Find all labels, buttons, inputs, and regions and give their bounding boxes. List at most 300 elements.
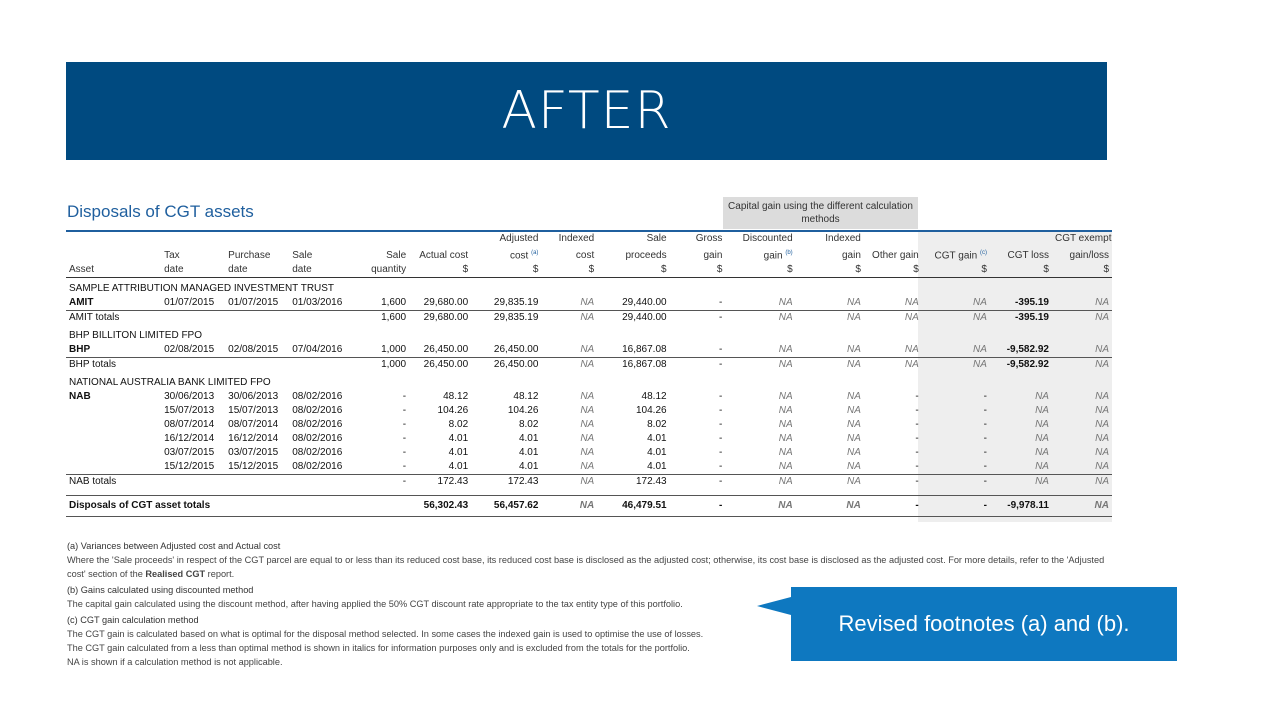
table-cell: 08/02/2016 — [292, 405, 343, 417]
footnote-b-text: The capital gain calculated using the discount method, after having applied the 50% CGT discount rate appropriate to the tax entity type of this portfolio. — [67, 599, 683, 609]
column-header-text: $ — [855, 264, 861, 276]
column-header-text: $ — [588, 264, 595, 276]
table-cell: NA — [973, 297, 987, 309]
table-cell: NA — [725, 358, 795, 373]
table-cell: - — [719, 447, 723, 459]
table-cell: 08/02/2016 — [292, 447, 343, 459]
table-cell: NA — [796, 496, 864, 517]
column-header — [796, 263, 864, 278]
table-cell: NA — [1035, 391, 1049, 403]
table-cell: NA — [846, 405, 861, 417]
table-cell: 30/06/2013 — [228, 391, 279, 403]
table-header-row — [66, 246, 1112, 263]
column-header — [353, 246, 409, 263]
table-cell: 03/07/2015 — [228, 447, 279, 459]
column-header — [409, 246, 471, 263]
grand-totals-row — [66, 496, 1112, 517]
table-cell: NA — [846, 297, 861, 309]
table-cell: 29,440.00 — [622, 297, 667, 309]
column-header — [541, 263, 597, 278]
table-cell: - — [719, 391, 723, 403]
table-cell: BHP totals — [66, 358, 161, 373]
table-cell: Disposals of CGT asset totals — [66, 496, 161, 517]
table-cell: NA — [541, 475, 597, 490]
table-cell: 29,835.19 — [471, 311, 541, 326]
table-cell: NA — [1035, 433, 1049, 445]
table-cell: NA — [580, 419, 595, 431]
table-cell: - — [922, 496, 990, 517]
table-cell: 16,867.08 — [597, 358, 669, 373]
table-cell: NA — [1035, 419, 1049, 431]
table-cell: NA — [990, 475, 1052, 490]
table-cell: 15/12/2015 — [164, 461, 215, 473]
column-header — [66, 246, 161, 263]
column-header — [922, 231, 990, 246]
table-cell: - — [983, 461, 987, 473]
table-cell: 16,867.08 — [622, 344, 667, 356]
column-header — [471, 231, 541, 246]
table-cell: 01/03/2016 — [292, 297, 343, 309]
column-header — [670, 231, 726, 246]
table-cell: NA — [1095, 297, 1109, 309]
table-cell: NA — [580, 405, 595, 417]
column-header — [66, 231, 161, 246]
table-cell — [66, 418, 161, 432]
column-header — [1052, 231, 1112, 246]
table-cell: 4.01 — [647, 433, 667, 445]
column-header — [725, 246, 795, 263]
table-cell: - — [719, 405, 723, 417]
table-cell: - — [915, 419, 919, 431]
column-header-text: gain — [703, 250, 723, 262]
footnote-ref: (a) — [531, 250, 539, 256]
table-cell: 08/07/2014 — [164, 419, 215, 431]
column-header — [225, 263, 289, 278]
calculation-methods-header: Capital gain using the different calculation methods — [723, 197, 918, 229]
table-cell: 15/07/2013 — [164, 405, 215, 417]
table-cell: NA — [904, 297, 919, 309]
column-header — [864, 263, 922, 278]
table-cell: 26,450.00 — [471, 358, 541, 373]
table-row — [66, 296, 1112, 311]
table-row — [66, 404, 1112, 418]
table-cell — [66, 404, 161, 418]
group-totals-row — [66, 311, 1112, 326]
cgt-disposals-table — [66, 230, 1112, 517]
table-cell: 56,457.62 — [471, 496, 541, 517]
table-cell — [66, 432, 161, 446]
table-cell: 56,302.43 — [409, 496, 471, 517]
table-row — [66, 460, 1112, 475]
table-cell: 03/07/2015 — [164, 447, 215, 459]
column-header-text: Actual cost — [419, 250, 469, 262]
table-cell: 29,835.19 — [493, 297, 539, 309]
slide-title: AFTER — [501, 81, 672, 141]
table-cell: NA — [725, 475, 795, 490]
column-header-text: CGT exempt — [1054, 233, 1112, 244]
column-header-text: $ — [787, 264, 793, 276]
column-header-text: Asset — [69, 264, 95, 276]
column-header — [670, 246, 726, 263]
table-cell: - — [402, 405, 407, 417]
column-header-text: date — [292, 264, 312, 276]
table-cell: NA — [1095, 405, 1109, 417]
table-cell: - — [719, 419, 723, 431]
table-row — [66, 446, 1112, 460]
table-cell: - — [915, 405, 919, 417]
table-cell: NA — [541, 496, 597, 517]
table-cell: NA — [778, 419, 793, 431]
table-cell: NA — [1095, 391, 1109, 403]
column-header — [289, 231, 353, 246]
column-header-text: Discounted — [742, 233, 793, 244]
table-cell: NA — [846, 447, 861, 459]
table-cell: NA — [1052, 358, 1112, 373]
footnote-a-heading: (a) Variances between Adjusted cost and Actual cost — [67, 541, 281, 551]
column-header — [225, 246, 289, 263]
table-cell: 26,450.00 — [423, 344, 469, 356]
group-header-row — [66, 278, 1112, 297]
callout-text: Revised footnotes (a) and (b). — [838, 611, 1130, 636]
table-cell: 30/06/2013 — [164, 391, 215, 403]
column-header-text: gain/loss — [1069, 250, 1109, 262]
table-cell: NA — [1095, 344, 1109, 356]
table-cell: NA — [580, 344, 595, 356]
table-cell: -9,582.92 — [990, 358, 1052, 373]
table-cell: 01/07/2015 — [228, 297, 279, 309]
table-row — [66, 390, 1112, 404]
column-header — [597, 263, 669, 278]
table-cell: NA — [580, 447, 595, 459]
column-header-text: $ — [981, 264, 987, 276]
table-cell: 104.26 — [437, 405, 469, 417]
footnote-b-heading: (b) Gains calculated using discounted method — [67, 585, 254, 595]
table-cell: - — [983, 391, 987, 403]
table-cell: 16/12/2014 — [228, 433, 279, 445]
footnote-c-text-3: NA is shown if a calculation method is not applicable. — [67, 657, 283, 667]
table-cell: 26,450.00 — [493, 344, 539, 356]
table-cell: 08/02/2016 — [292, 419, 343, 431]
table-cell: - — [983, 433, 987, 445]
table-cell: NAB totals — [66, 475, 161, 490]
table-cell: - — [983, 405, 987, 417]
table-cell: - — [719, 433, 723, 445]
table-cell: - — [719, 344, 723, 356]
table-cell: NA — [796, 311, 864, 326]
table-cell: NA — [580, 297, 595, 309]
column-header-text: gain — [763, 250, 783, 262]
table-cell: NA — [1052, 496, 1112, 517]
table-cell — [289, 358, 353, 373]
table-cell: 29,680.00 — [423, 297, 469, 309]
table-cell: 172.43 — [409, 475, 471, 490]
column-header-text: Adjusted — [499, 233, 539, 244]
table-cell: - — [719, 461, 723, 473]
table-cell: 08/02/2016 — [292, 433, 343, 445]
footnote-a-text-part2: report. — [205, 569, 235, 579]
table-cell: NA — [580, 433, 595, 445]
table-cell: - — [922, 475, 990, 490]
table-cell: NA — [846, 344, 861, 356]
table-cell: - — [402, 433, 407, 445]
table-cell: 16/12/2014 — [164, 433, 215, 445]
table-cell: NA — [973, 344, 987, 356]
table-cell: NA — [778, 391, 793, 403]
table-cell: 02/08/2015 — [228, 344, 279, 356]
table-cell: - — [353, 475, 409, 490]
table-cell: 4.01 — [448, 461, 469, 473]
table-cell: AMIT — [69, 297, 94, 309]
table-cell: 08/02/2016 — [292, 461, 343, 473]
table-cell: 172.43 — [471, 475, 541, 490]
table-cell: 46,479.51 — [597, 496, 669, 517]
column-header-text: $ — [462, 264, 469, 276]
table-cell: NA — [725, 311, 795, 326]
report-title: Disposals of CGT assets — [67, 202, 254, 221]
table-cell: NA — [846, 433, 861, 445]
column-header-text: date — [164, 264, 184, 276]
table-cell: NA — [580, 461, 595, 473]
table-cell — [225, 311, 289, 326]
table-cell: 02/08/2015 — [164, 344, 215, 356]
column-header — [1052, 263, 1112, 278]
column-header — [796, 246, 864, 263]
group-header-row — [66, 372, 1112, 390]
table-cell: 08/07/2014 — [228, 419, 279, 431]
column-header — [409, 231, 471, 246]
table-cell: NAB — [69, 391, 91, 403]
table-cell: 8.02 — [518, 419, 539, 431]
table-cell — [289, 475, 353, 490]
slide-title-banner — [66, 62, 1107, 160]
table-cell: NA — [796, 475, 864, 490]
column-header-text: Indexed — [558, 233, 595, 244]
group-name: BHP BILLITON LIMITED FPO — [69, 330, 202, 342]
table-cell: NA — [1035, 447, 1049, 459]
table-cell — [161, 475, 225, 490]
table-cell: NA — [580, 391, 595, 403]
column-header-text: $ — [661, 264, 667, 276]
table-cell — [353, 496, 409, 517]
column-header — [922, 246, 990, 263]
table-cell: - — [402, 461, 407, 473]
column-header-text: proceeds — [625, 250, 667, 262]
table-cell: 01/07/2015 — [164, 297, 215, 309]
column-header — [353, 231, 409, 246]
column-header — [597, 246, 669, 263]
table-cell: -395.19 — [990, 311, 1052, 326]
table-row — [66, 418, 1112, 432]
footnote-c-text-2: The CGT gain calculated from a less than optimal method is shown in italics for information purposes only and is excluded from the totals for the portfolio. — [67, 643, 690, 653]
table-cell: - — [983, 419, 987, 431]
table-cell: NA — [778, 433, 793, 445]
column-header-text: Sale — [292, 250, 313, 262]
table-cell: - — [864, 475, 922, 490]
column-header-text: CGT loss — [1007, 250, 1049, 262]
table-cell: NA — [796, 358, 864, 373]
column-header-text: Tax — [164, 250, 180, 262]
table-cell: 4.01 — [448, 447, 469, 459]
table-cell: -395.19 — [1015, 297, 1049, 309]
footnote-ref: (b) — [785, 250, 793, 256]
table-cell: - — [670, 311, 726, 326]
footnote-ref: (c) — [979, 250, 987, 256]
footnote-a-text-part1: Where the 'Sale proceeds' in respect of the CGT parcel are equal to or less than its reduced cost base, its reduced cost base is disclosed as the adjusted cost; otherwise, its cost base is disclosed as the adjusted cost. For more details, refer to the 'Adjusted cost' section of the — [67, 555, 1105, 579]
column-header — [1052, 246, 1112, 263]
table-cell: - — [402, 391, 407, 403]
column-header — [471, 246, 541, 263]
table-cell: 48.12 — [443, 391, 469, 403]
table-cell: 4.01 — [647, 447, 667, 459]
column-header — [289, 263, 353, 278]
table-cell: 4.01 — [518, 461, 539, 473]
table-cell: NA — [725, 496, 795, 517]
table-cell: NA — [1095, 433, 1109, 445]
table-cell: NA — [1052, 311, 1112, 326]
table-cell: NA — [778, 344, 793, 356]
table-cell: 8.02 — [448, 419, 469, 431]
column-header — [541, 231, 597, 246]
table-cell: NA — [904, 344, 919, 356]
table-cell — [161, 311, 225, 326]
table-cell: NA — [778, 297, 793, 309]
column-header — [864, 246, 922, 263]
column-header-text: Purchase — [228, 250, 271, 262]
table-cell: 104.26 — [507, 405, 539, 417]
table-cell: NA — [1095, 419, 1109, 431]
column-header-text: Sale — [646, 233, 667, 244]
table-cell: -9,582.92 — [1006, 344, 1049, 356]
table-cell: 29,680.00 — [409, 311, 471, 326]
table-cell: 15/07/2013 — [228, 405, 279, 417]
table-row — [66, 432, 1112, 446]
column-header-text: Other gain — [872, 250, 919, 262]
table-cell: AMIT totals — [66, 311, 161, 326]
column-header-text: $ — [716, 264, 723, 276]
column-header — [225, 231, 289, 246]
column-header — [161, 263, 225, 278]
table-cell: - — [670, 358, 726, 373]
column-header — [725, 231, 795, 246]
table-cell: NA — [864, 358, 922, 373]
table-cell: NA — [864, 311, 922, 326]
column-header — [725, 263, 795, 278]
table-cell: NA — [922, 311, 990, 326]
table-cell: - — [864, 496, 922, 517]
table-cell: - — [983, 447, 987, 459]
table-header-row — [66, 231, 1112, 246]
column-header-text: Indexed — [825, 233, 861, 244]
group-totals-row — [66, 358, 1112, 373]
table-cell: NA — [778, 461, 793, 473]
column-header — [66, 263, 161, 278]
column-header-text: $ — [1043, 264, 1049, 276]
column-header — [990, 246, 1052, 263]
column-header-text: CGT gain — [934, 250, 978, 262]
table-cell: 8.02 — [647, 419, 667, 431]
table-row — [66, 343, 1112, 358]
column-header — [990, 263, 1052, 278]
table-cell: 08/02/2016 — [292, 391, 343, 403]
column-header-text: $ — [1103, 264, 1109, 276]
column-header — [541, 246, 597, 263]
table-cell: 1,000 — [353, 358, 409, 373]
column-header — [161, 246, 225, 263]
table-cell: NA — [846, 419, 861, 431]
table-cell: - — [402, 447, 407, 459]
table-cell: 07/04/2016 — [292, 344, 343, 356]
table-cell — [66, 460, 161, 475]
table-cell — [225, 496, 289, 517]
table-cell: NA — [922, 358, 990, 373]
table-cell: 104.26 — [635, 405, 667, 417]
table-cell: NA — [1095, 461, 1109, 473]
table-cell: NA — [846, 461, 861, 473]
table-cell: 48.12 — [641, 391, 667, 403]
table-cell: NA — [541, 358, 597, 373]
table-cell: - — [915, 433, 919, 445]
table-cell: 1,600 — [353, 311, 409, 326]
column-header — [409, 263, 471, 278]
table-cell: 4.01 — [518, 447, 539, 459]
column-header — [796, 231, 864, 246]
footnote-a-text — [67, 553, 1107, 581]
table-cell: 1,600 — [381, 297, 407, 309]
table-cell: 48.12 — [513, 391, 539, 403]
column-header-text: $ — [913, 264, 919, 276]
table-cell: 15/12/2015 — [228, 461, 279, 473]
table-cell: - — [915, 447, 919, 459]
group-name: SAMPLE ATTRIBUTION MANAGED INVESTMENT TRUST — [69, 283, 335, 295]
column-header — [161, 231, 225, 246]
column-header-text: Gross — [695, 233, 723, 244]
footnote-c-text-1: The CGT gain is calculated based on what is optimal for the disposal method selected. In some cases the indexed gain is used to optimise the use of losses. — [67, 629, 704, 639]
table-cell: NA — [846, 391, 861, 403]
group-name: NATIONAL AUSTRALIA BANK LIMITED FPO — [69, 377, 271, 389]
column-header-text: gain — [841, 250, 861, 262]
table-cell: - — [915, 461, 919, 473]
table-cell: NA — [778, 405, 793, 417]
table-cell: - — [402, 419, 407, 431]
column-header-text: $ — [532, 264, 539, 276]
column-header-text: date — [228, 264, 248, 276]
group-header-row — [66, 325, 1112, 343]
column-header — [597, 231, 669, 246]
table-cell — [289, 496, 353, 517]
table-cell: - — [670, 475, 726, 490]
column-header — [990, 231, 1052, 246]
table-cell — [225, 475, 289, 490]
column-header — [289, 246, 353, 263]
table-cell: 4.01 — [518, 433, 539, 445]
table-cell — [66, 446, 161, 460]
column-header — [864, 231, 922, 246]
footnote-c-heading: (c) CGT gain calculation method — [67, 615, 199, 625]
column-header-text: quantity — [371, 264, 407, 276]
footnote-a-report-name: Realised CGT — [145, 569, 206, 579]
table-cell: 172.43 — [597, 475, 669, 490]
table-header-row — [66, 263, 1112, 278]
group-totals-row — [66, 475, 1112, 490]
table-cell — [161, 358, 225, 373]
table-cell: NA — [778, 447, 793, 459]
table-cell: 29,440.00 — [597, 311, 669, 326]
table-cell: NA — [1052, 475, 1112, 490]
column-header — [353, 263, 409, 278]
table-cell — [289, 311, 353, 326]
table-cell: - — [915, 391, 919, 403]
column-header — [670, 263, 726, 278]
